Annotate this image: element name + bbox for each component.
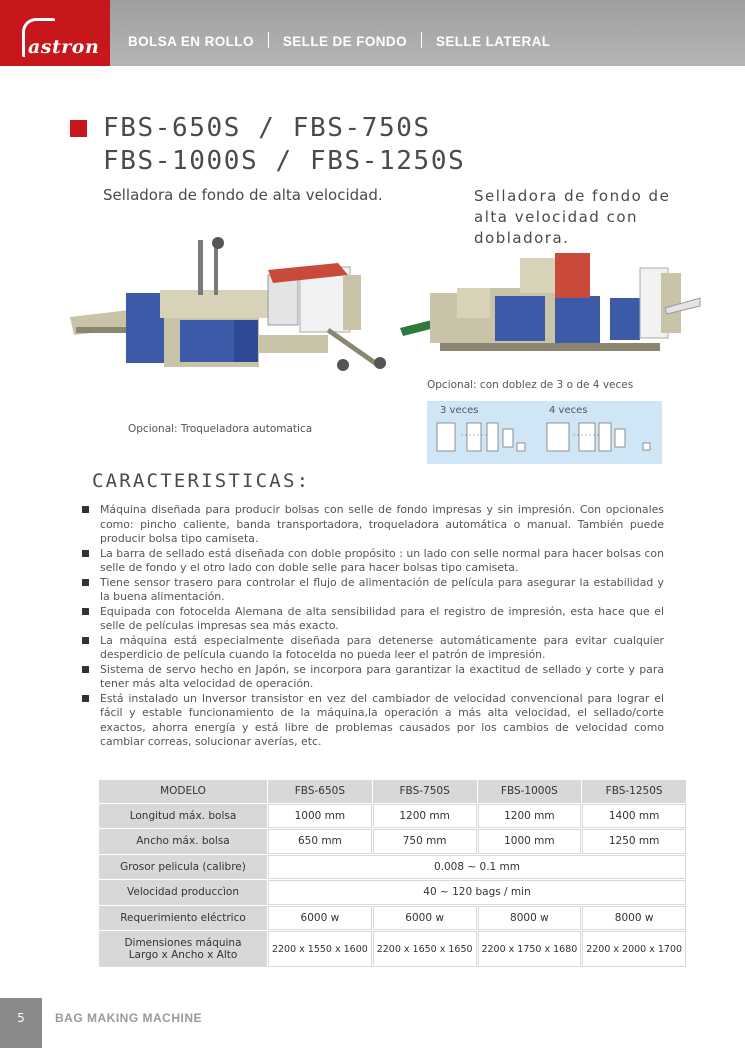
subtitle-right: Selladora de fondo de alta velocidad con dobladora. (474, 187, 671, 247)
subtitle-left: Selladora de fondo de alta velocidad. (103, 186, 383, 204)
row-label: Longitud máx. bolsa (99, 804, 267, 829)
row-label: Grosor pelicula (calibre) (99, 855, 267, 880)
table-cell: 1000 mm (268, 804, 372, 829)
page-title-line1: FBS-650S / FBS-750S (103, 113, 431, 143)
feature-item: Está instalado un Inversor transistor en vez del cambiador de velocidad convencional para lograr el fácil y estable funcionamiento de la máquina,la operación a más alta velocidad, el sellado/corte exactos, ahorra energía y está libre de problemas causados por los cambios de velocidad como cambiar correas, solucionar averías, etc. (82, 692, 664, 750)
bullet-square-icon (82, 637, 89, 644)
bullet-square-icon (82, 695, 89, 702)
table-cell: 650 mm (268, 829, 372, 854)
feature-item: Sistema de servo hecho en Japón, se incorpora para garantizar la exactitud de sellado y corte y para tener más alta velocidad de operación. (82, 663, 664, 692)
table-cell: 6000 w (373, 906, 477, 931)
spec-header-row (99, 780, 686, 803)
table-row (99, 855, 686, 880)
bullet-square-icon (82, 506, 89, 513)
table-cell: 2200 x 1650 x 1650 (373, 931, 477, 967)
spec-header-cell: FBS-750S (373, 780, 477, 803)
table-cell: 6000 w (268, 906, 372, 931)
fold-steps-illustration (427, 401, 662, 464)
table-cell: 1000 mm (478, 829, 582, 854)
row-label: Ancho máx. bolsa (99, 829, 267, 854)
row-label: Requerimiento eléctrico (99, 906, 267, 931)
table-cell: 0.008 ~ 0.1 mm (268, 855, 686, 880)
brand-logo: astron (28, 36, 100, 58)
features-list (82, 503, 664, 750)
page-number: 5 (17, 1011, 25, 1025)
table-row (99, 931, 686, 967)
table-row (99, 804, 686, 829)
row-label: Dimensiones máquina Largo x Ancho x Alto (99, 931, 267, 967)
row-label: Velocidad produccìon (99, 880, 267, 905)
top-nav (128, 32, 550, 49)
table-cell: 1200 mm (478, 804, 582, 829)
table-cell: 1200 mm (373, 804, 477, 829)
table-cell: 2200 x 1550 x 1600 (268, 931, 372, 967)
bullet-square-icon (82, 666, 89, 673)
table-cell: 750 mm (373, 829, 477, 854)
spec-table (98, 779, 687, 968)
nav-item-selle-lateral[interactable]: SELLE LATERAL (435, 34, 551, 49)
title-bullet-square (70, 120, 87, 137)
table-row (99, 829, 686, 854)
table-cell: 1400 mm (582, 804, 686, 829)
table-cell: 1250 mm (582, 829, 686, 854)
fold-label-4: 4 veces (549, 405, 588, 416)
machine-image-fbs (68, 235, 388, 375)
feature-item: Máquina diseñada para producir bolsas con selle de fondo impresas y sin impresión. Con opcionales como: pincho caliente, banda transportadora, troqueladora automática o manual. También puede producir bolsa tipo camiseta. (82, 503, 664, 547)
footer-title: BAG MAKING MACHINE (55, 1011, 202, 1025)
spec-header-cell: FBS-1000S (478, 780, 582, 803)
feature-item: Equipada con fotocelda Alemana de alta sensibilidad para el registro de impresión, esta hace que el selle de películas impresas sea más exacto. (82, 605, 664, 634)
feature-item: Tiene sensor trasero para controlar el flujo de alimentación de película para asegurar la estabilidad y la buena alimentación. (82, 576, 664, 605)
spec-header-cell: FBS-650S (268, 780, 372, 803)
nav-item-selle-de-fondo[interactable]: SELLE DE FONDO (282, 34, 407, 49)
table-row (99, 906, 686, 931)
table-cell: 8000 w (582, 906, 686, 931)
section-title-features: CARACTERISTICAS: (92, 470, 311, 492)
table-cell: 8000 w (478, 906, 582, 931)
spec-header-cell: FBS-1250S (582, 780, 686, 803)
bullet-square-icon (82, 608, 89, 615)
table-cell: 2200 x 2000 x 1700 (582, 931, 686, 967)
spec-header-cell: MODELO (99, 780, 267, 803)
nav-item-bolsa-en-rollo[interactable]: BOLSA EN ROLLO (128, 34, 254, 49)
feature-item: La barra de sellado está diseñada con doble propósito : un lado con selle normal para hacer bolsas con selle de fondo y el otro lado con doble selle para hacer bolsas tipo camiseta. (82, 547, 664, 576)
page-title-line2: FBS-1000S / FBS-1250S (103, 146, 466, 176)
bullet-square-icon (82, 550, 89, 557)
nav-divider (268, 32, 269, 48)
bullet-square-icon (82, 579, 89, 586)
table-row (99, 880, 686, 905)
caption-optional-die-cutter: Opcional: Troqueladora automatica (128, 423, 313, 435)
table-cell: 40 ~ 120 bags / min (268, 880, 686, 905)
feature-item: La máquina está especialmente diseñada para detenerse automáticamente para evitar cualquier desperdicio de película cuando la fotocelda no pueda leer el patrón de impresión. (82, 634, 664, 663)
table-cell: 2200 x 1750 x 1680 (478, 931, 582, 967)
caption-optional-folding: Opcional: con doblez de 3 o de 4 veces (427, 379, 634, 391)
fold-label-3: 3 veces (440, 405, 479, 416)
nav-divider (421, 32, 422, 48)
machine-image-fbs-folder (395, 248, 703, 368)
